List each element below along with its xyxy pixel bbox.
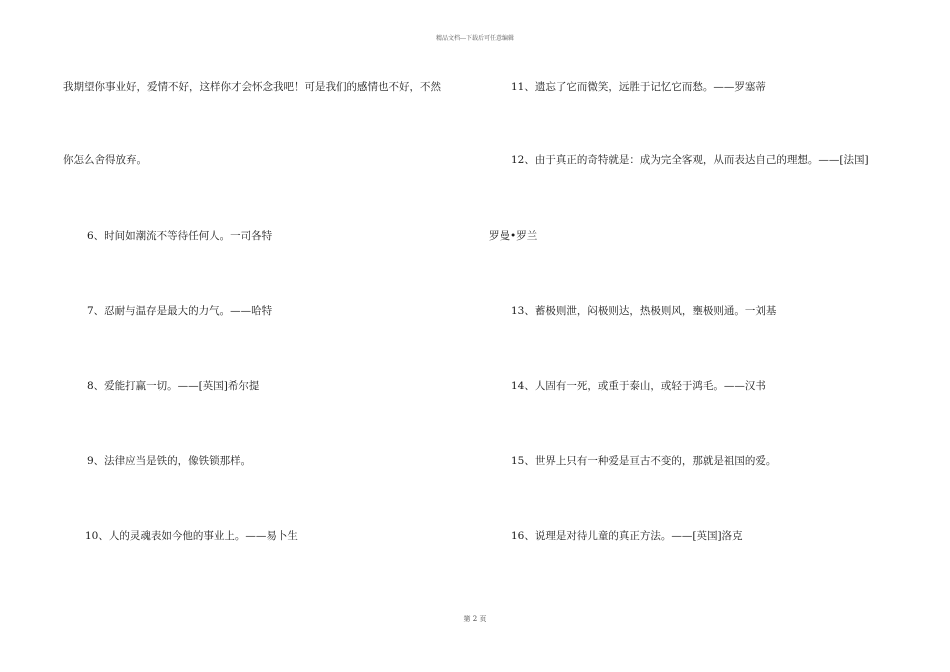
quote-7: 7、忍耐与温存是最大的力气。——哈特 [87, 305, 273, 317]
page-header: 精品文档---下载后可任意编辑 [435, 35, 515, 42]
quote-11: 11、遗忘了它而微笑，远胜于记忆它而愁。——罗塞蒂 [511, 81, 766, 93]
quote-14: 14、人固有一死，或重于泰山，或轻于鸿毛。——汉书 [511, 380, 766, 392]
quote-16: 16、说理是对待儿童的真正方法。——[英国]洛克 [511, 530, 743, 542]
quote-13: 13、蓄极则泄，闷极则达，热极则风，壅极则通。一刘基 [511, 305, 777, 317]
left-text-line-1: 我期望你事业好，爱情不好，这样你才会怀念我吧！可是我们的感情也不好，不然 [63, 81, 441, 93]
quote-9: 9、法律应当是铁的，像铁锁那样。 [87, 455, 252, 467]
left-text-line-2: 你怎么舍得放弃。 [63, 154, 147, 166]
quote-10: 10、人的灵魂表如今他的事业上。——易卜生 [85, 530, 298, 542]
quote-12: 12、由于真正的奇特就是：成为完全客观，从而表达自己的理想。——[法国] [511, 154, 869, 166]
quote-8: 8、爱能打赢一切。——[英国]希尔提 [87, 380, 260, 392]
quote-6: 6、时间如潮流不等待任何人。一司各特 [87, 230, 273, 242]
quote-15: 15、世界上只有一种爱是亘古不变的，那就是祖国的爱。 [511, 455, 777, 467]
quote-12-continued: 罗曼•罗兰 [489, 230, 538, 242]
page-number: 第 2 页 [463, 615, 487, 623]
